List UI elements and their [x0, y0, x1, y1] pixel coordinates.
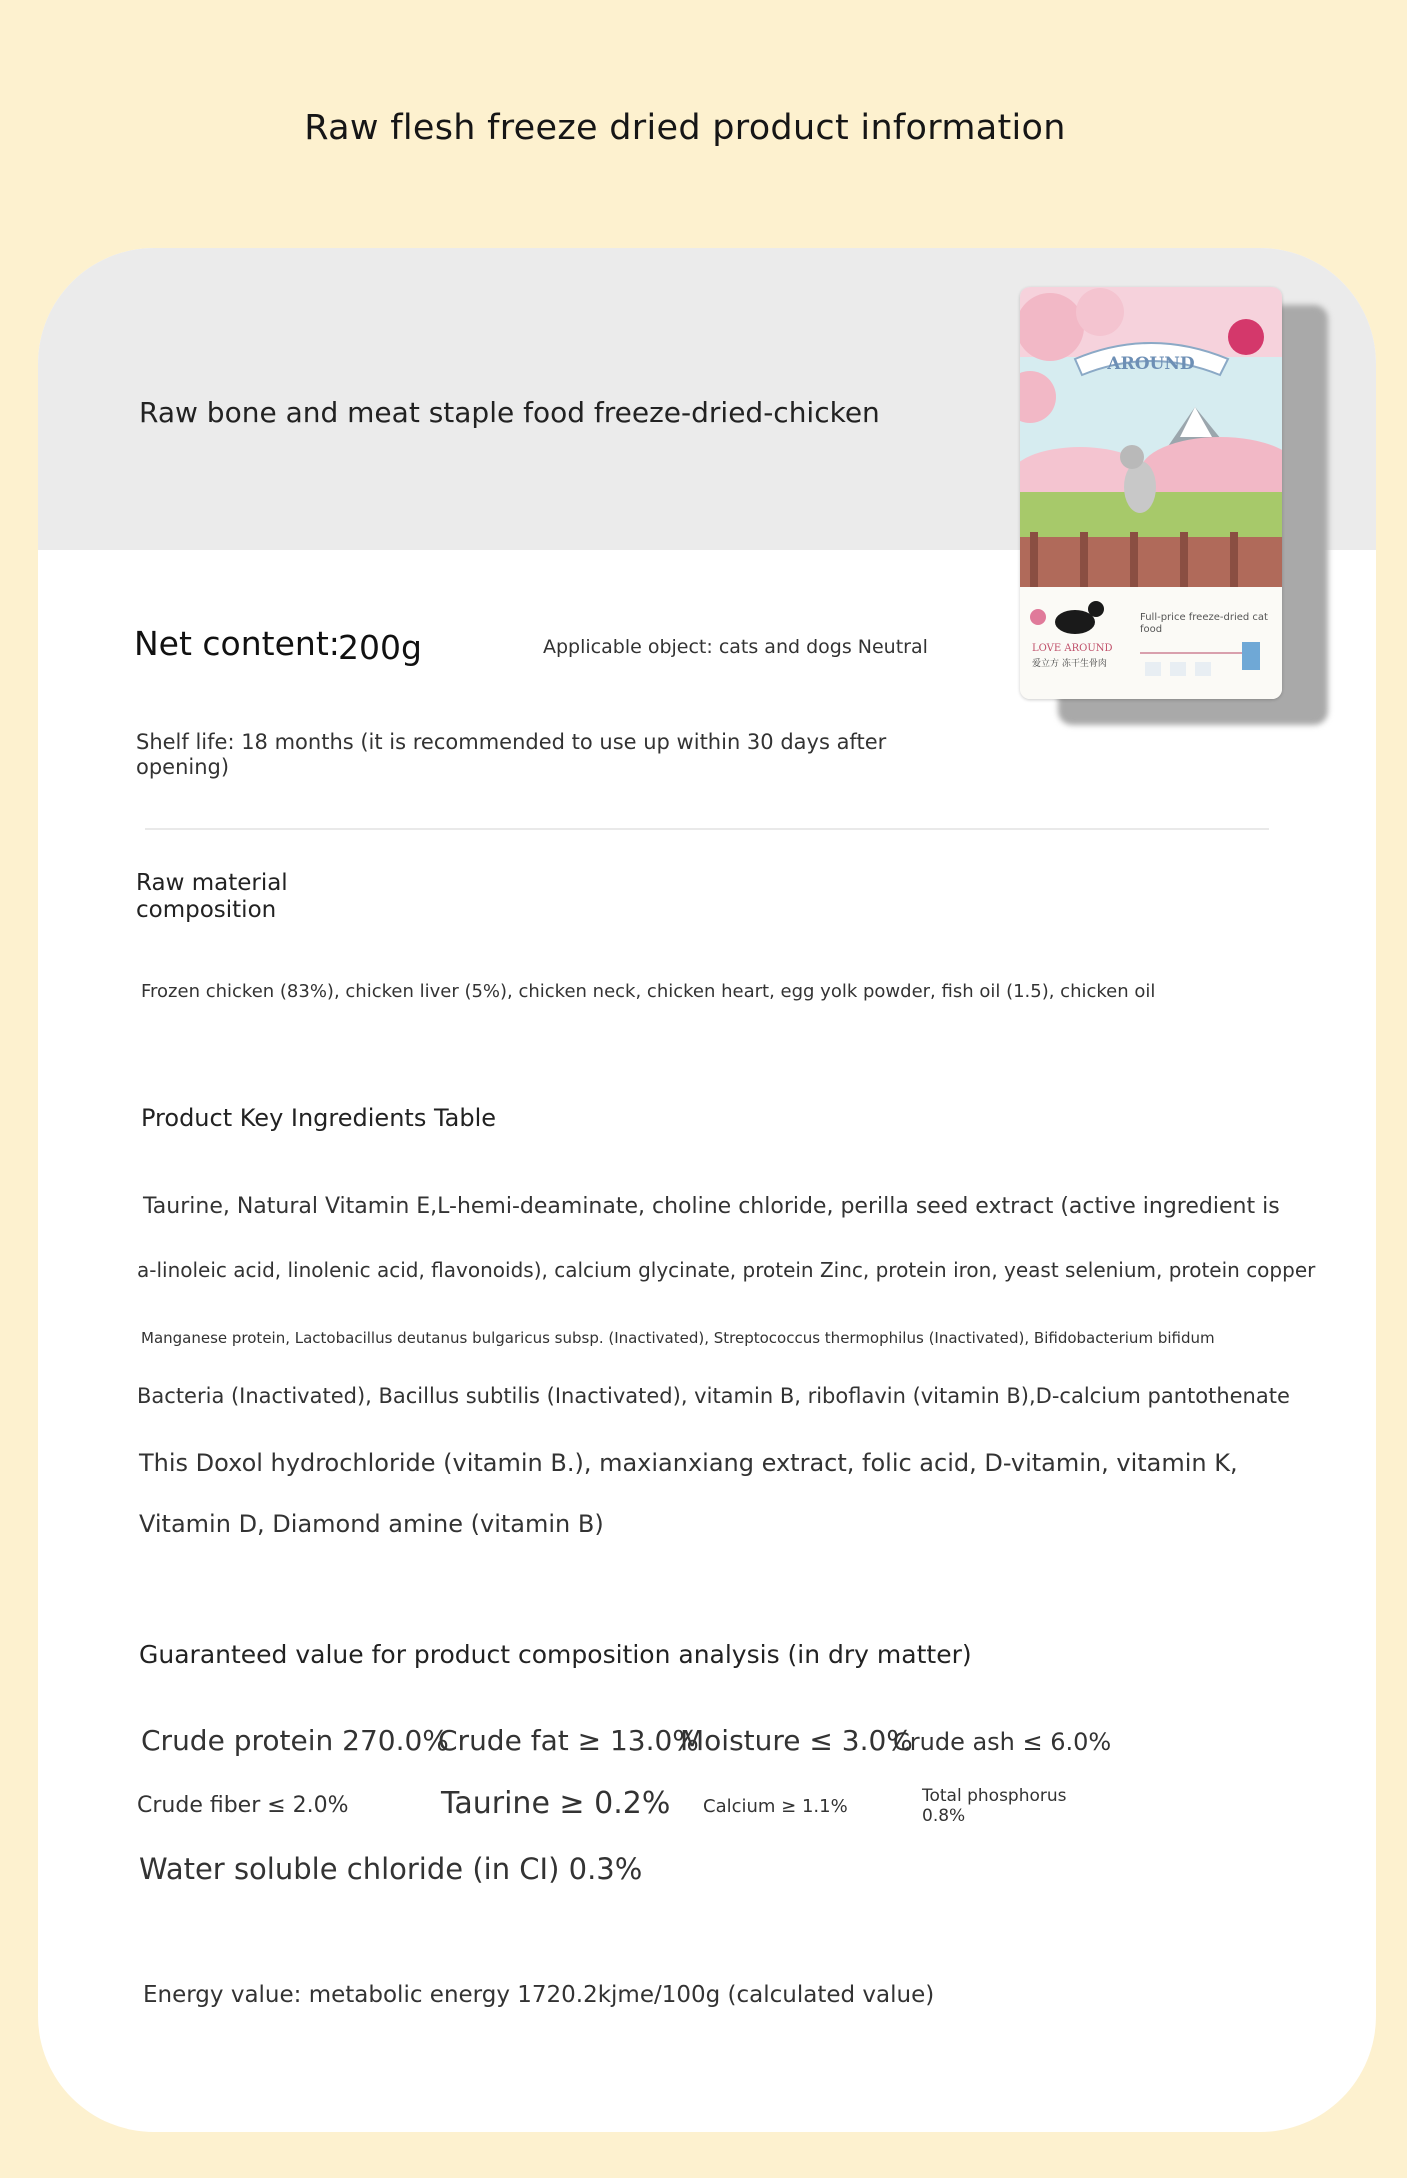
raw-material-text: Frozen chicken (83%), chicken liver (5%), chicken neck, chicken heart, egg yolk powder, fish oil (1.5), chicken oil: [141, 981, 1156, 1002]
guaranteed-value-moisture: Moisture ≤ 3.0%: [680, 1724, 913, 1757]
package-chinese-name: 爱立方 冻干生骨肉: [1032, 659, 1107, 669]
package-illustration: [1020, 287, 1282, 699]
section-divider: [145, 828, 1269, 830]
package-subtitle: Full-price freeze-dried cat food: [1140, 612, 1268, 635]
key-ingredients-line: Taurine, Natural Vitamin E,L-hemi-deaminate, choline chloride, perilla seed extract (active ingredient is: [143, 1194, 1280, 1219]
key-ingredients-line: Bacteria (Inactivated), Bacillus subtilis (Inactivated), vitamin B, riboflavin (vitamin B),D-calcium pantothenate: [137, 1384, 1290, 1408]
guaranteed-value-taurine: Taurine ≥ 0.2%: [441, 1786, 671, 1821]
net-content-label: Net content:: [134, 624, 340, 663]
package-logo-text: AROUND: [1107, 354, 1195, 374]
guaranteed-value-crude-fat: Crude fat ≥ 13.0%: [438, 1724, 699, 1757]
package-brand-name: LOVE AROUND: [1032, 643, 1113, 654]
guaranteed-value-crude-fiber: Crude fiber ≤ 2.0%: [137, 1793, 349, 1818]
applicable-object: Applicable object: cats and dogs Neutral: [543, 636, 928, 658]
shelf-life: Shelf life: 18 months (it is recommended to use up within 30 days after opening): [136, 730, 887, 779]
key-ingredients-line: Vitamin D, Diamond amine (vitamin B): [139, 1510, 604, 1538]
page-title: Raw flesh freeze dried product information: [304, 108, 1066, 148]
net-content-value: 200g: [338, 628, 422, 667]
guaranteed-value-phosphorus: Total phosphorus 0.8%: [922, 1786, 1067, 1826]
energy-value: Energy value: metabolic energy 1720.2kjme/100g (calculated value): [143, 1982, 935, 2008]
key-ingredients-line: Manganese protein, Lactobacillus deutanus bulgaricus subsp. (Inactivated), Streptococcus thermophilus (Inactivated), Bifidobacterium bifidum: [141, 1329, 1215, 1347]
guaranteed-title: Guaranteed value for product composition analysis (in dry matter): [139, 1640, 972, 1669]
guaranteed-value-crude-protein: Crude protein 270.0%: [141, 1724, 449, 1757]
guaranteed-value-crude-ash: Crude ash ≤ 6.0%: [893, 1728, 1112, 1756]
key-ingredients-line: This Doxol hydrochloride (vitamin B.), maxianxiang extract, folic acid, D-vitamin, vitamin K,: [139, 1449, 1238, 1477]
key-ingredients-line: a-linoleic acid, linolenic acid, flavonoids), calcium glycinate, protein Zinc, protein iron, yeast selenium, protein copper: [137, 1258, 1316, 1282]
guaranteed-value-calcium: Calcium ≥ 1.1%: [703, 1796, 848, 1817]
key-ingredients-title: Product Key Ingredients Table: [141, 1104, 497, 1132]
guaranteed-value-chloride: Water soluble chloride (in CI) 0.3%: [139, 1852, 643, 1886]
product-package-image: [1020, 287, 1282, 699]
raw-material-title: Raw material composition: [136, 870, 288, 923]
product-name: Raw bone and meat staple food freeze-dried-chicken: [139, 396, 880, 429]
